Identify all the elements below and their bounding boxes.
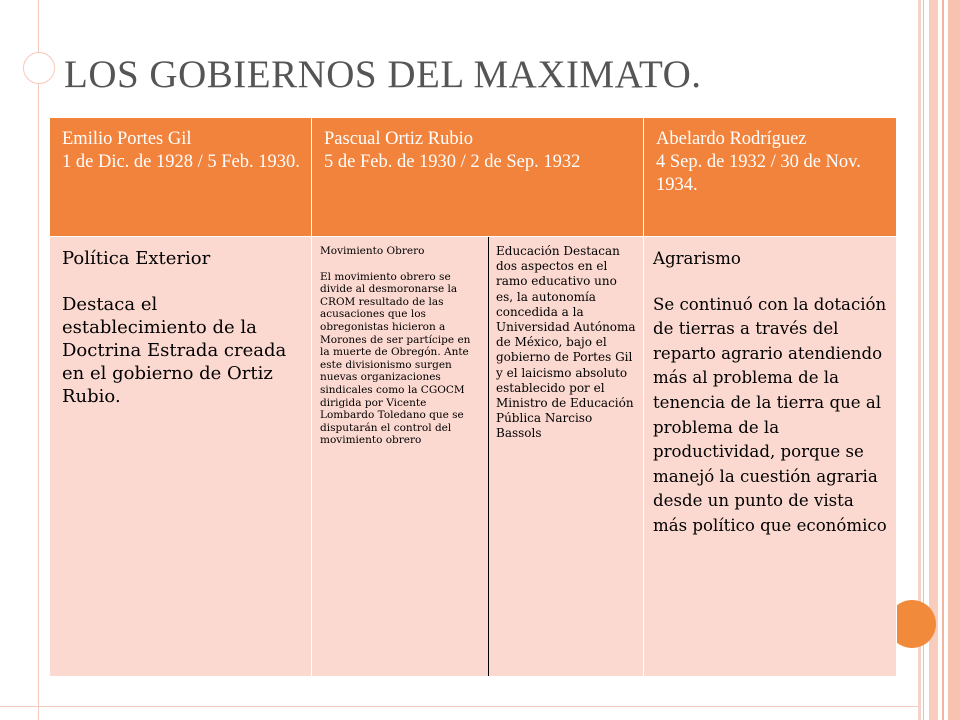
header-portes-gil bbox=[50, 118, 312, 237]
cell-text: Se continuó con la dotación de tierras a través del reparto agrario atendiendo más al problema de la tenencia de la tierra que al problema de la productividad, porque se manejó la cuestión agraria desde un punto de vista más político que económico bbox=[653, 294, 887, 535]
cell-movimiento-obrero bbox=[312, 237, 489, 677]
cell-educacion bbox=[489, 237, 644, 677]
cell-agrarismo bbox=[644, 237, 897, 677]
header-dates: 5 de Feb. de 1930 / 2 de Sep. 1932 bbox=[324, 152, 581, 172]
header-name: Emilio Portes Gil bbox=[62, 129, 192, 149]
page-title: LOS GOBIERNOS DEL MAXIMATO. bbox=[64, 53, 702, 96]
decor-stripe bbox=[948, 0, 960, 720]
cell-heading: Agrarismo bbox=[653, 249, 741, 268]
left-decor-line bbox=[38, 0, 39, 720]
header-name: Abelardo Rodríguez bbox=[656, 129, 807, 149]
header-rodriguez bbox=[644, 118, 897, 237]
cell-text: El movimiento obrero se divide al desmoronarse la CROM resultado de las acusaciones que los obregonistas hicieron a Morones de ser partícipe en la muerte de Obregón. Ante este divisionismo surgen nuevas organizaciones sindicales como la CGOCM dirigida por Vicente Lombardo Toledano que se disputarán el control del movimiento obrero bbox=[320, 270, 471, 447]
content-row bbox=[50, 237, 897, 677]
maximato-table bbox=[49, 117, 897, 677]
cell-politica-exterior bbox=[50, 237, 312, 677]
header-row bbox=[50, 118, 897, 237]
header-dates: 1 de Dic. de 1928 / 5 Feb. 1930. bbox=[62, 152, 300, 172]
cell-text: Destaca el establecimiento de la Doctrina Estrada creada en el gobierno de Ortiz Rubio. bbox=[62, 294, 287, 407]
header-ortiz-rubio bbox=[312, 118, 644, 237]
header-name: Pascual Ortiz Rubio bbox=[324, 129, 474, 149]
decor-stripe bbox=[942, 0, 944, 720]
cell-text: Educación Destacan dos aspectos en el ramo educativo uno es, la autonomía concedida a la Universidad Autónoma de México, bajo el gobierno de Portes Gil y el laicismo absoluto establecido por el Ministro de Educación Pública Narciso Bassols bbox=[496, 244, 636, 441]
cell-heading: Movimiento Obrero bbox=[320, 245, 425, 257]
cell-heading: Política Exterior bbox=[62, 248, 211, 269]
title-bullet-circle bbox=[23, 52, 55, 84]
bottom-decor-line bbox=[0, 706, 918, 707]
header-dates: 4 Sep. de 1932 / 30 de Nov. 1934. bbox=[656, 152, 861, 195]
